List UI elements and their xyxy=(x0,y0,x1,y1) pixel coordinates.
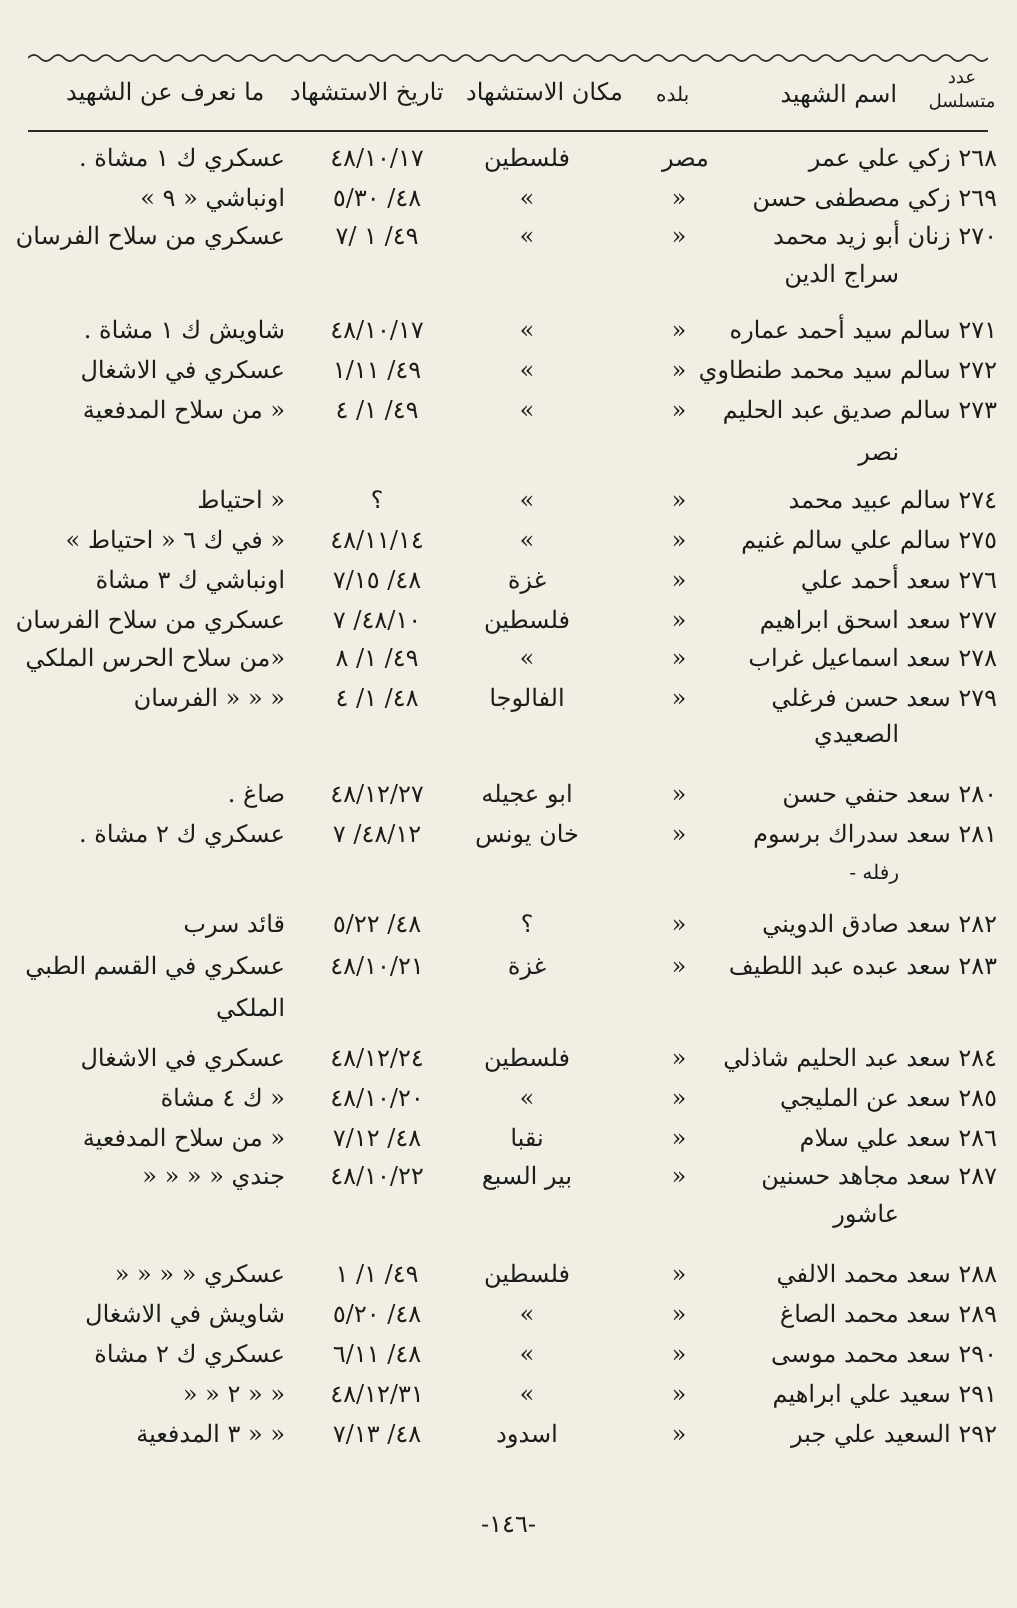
row-martyr-name: ٢٧١ سالم سيد أحمد عماره xyxy=(729,316,997,344)
row-place: ابو عجيله xyxy=(481,780,573,808)
row-place: » xyxy=(519,184,535,212)
row-place: » xyxy=(519,1340,535,1368)
row-martyr-name: ٢٨١ سعد سدراك برسوم xyxy=(753,820,997,848)
row-date: ٤٨/ ٦/١١ xyxy=(332,1340,422,1368)
table-row xyxy=(0,638,1017,678)
row-place: » xyxy=(519,486,535,514)
table-row xyxy=(0,560,1017,600)
row-date: ٤٨/ ٥/٣٠ xyxy=(332,184,422,212)
row-martyr-name: ٢٦٨ زكي علي عمر xyxy=(808,144,997,172)
table-row xyxy=(0,138,1017,178)
row-country: » xyxy=(671,1340,687,1368)
row-martyr-name: ٢٧٤ سالم عبيد محمد xyxy=(788,486,997,514)
row-martyr-name: ٢٨٧ سعد مجاهد حسنين xyxy=(761,1162,997,1190)
table-row xyxy=(0,520,1017,560)
wavy-top-rule xyxy=(28,52,988,64)
row-info: « في ك ٦ « احتياط » xyxy=(65,526,285,554)
row-place: ؟ xyxy=(520,910,534,938)
row-country: » xyxy=(671,1044,687,1072)
row-martyr-name: ٢٩٢ السعيد علي جبر xyxy=(791,1420,997,1448)
row-info: « « ٢ « « xyxy=(182,1380,285,1408)
row-country: » xyxy=(671,1380,687,1408)
row-info: « من سلاح المدفعية xyxy=(82,1124,285,1152)
table-row xyxy=(0,310,1017,350)
row-place: » xyxy=(519,1380,535,1408)
row-date: ٤٩/ ١ /٧ xyxy=(335,222,419,250)
row-date: ٤٩/ ١/ ٨ xyxy=(335,644,419,672)
row-country: » xyxy=(671,316,687,344)
row-date: ٤٩/ ١/١١ xyxy=(332,356,422,384)
row-info: « « ٣ المدفعية xyxy=(136,1420,285,1448)
row-info: « ك ٤ مشاة xyxy=(160,1084,285,1112)
table-row xyxy=(0,1118,1017,1158)
row-country: » xyxy=(671,1124,687,1152)
row-country: » xyxy=(671,356,687,384)
row-date: ٤٩/ ١/ ١ xyxy=(335,1260,419,1288)
row-info: شاويش في الاشغال xyxy=(85,1300,285,1328)
table-row xyxy=(0,1334,1017,1374)
row-place: » xyxy=(519,356,535,384)
row-info: عسكري في الاشغال xyxy=(80,356,285,384)
row-martyr-name: ٢٨٤ سعد عبد الحليم شاذلي xyxy=(723,1044,997,1072)
table-row xyxy=(0,178,1017,218)
row-martyr-name: ٢٧٦ سعد أحمد علي xyxy=(800,566,997,594)
row-date: ٤٨/١٠/٢١ xyxy=(330,952,424,980)
header-country: بلده xyxy=(656,82,690,106)
row-date: ٤٨/١٠/١٧ xyxy=(330,316,424,344)
row-country: » xyxy=(671,1420,687,1448)
row-place: نقبا xyxy=(510,1124,544,1152)
row-country: » xyxy=(671,952,687,980)
header-serial-line2: متسلسل xyxy=(928,91,996,112)
row-date: ٤٩/ ١/ ٤ xyxy=(335,396,419,424)
table-row xyxy=(0,480,1017,520)
row-date: ٤٨/١٢/٢٤ xyxy=(330,1044,424,1072)
row-place: غزة xyxy=(507,566,547,594)
row-country: » xyxy=(671,644,687,672)
header-rule xyxy=(28,130,988,132)
row-date: ٤٨/١٠/٢٠ xyxy=(330,1084,424,1112)
table-row xyxy=(0,1038,1017,1078)
row-info: « احتياط xyxy=(197,486,285,514)
row-place: فلسطين xyxy=(483,1260,571,1288)
row-info: جندي « « « « xyxy=(142,1162,285,1190)
row-info: عسكري ك ١ مشاة . xyxy=(79,144,285,172)
row-info: عسكري في الاشغال xyxy=(80,1044,285,1072)
row-country: » xyxy=(671,566,687,594)
row-info: «من سلاح الحرس الملكي xyxy=(25,644,285,672)
table-row xyxy=(0,678,1017,718)
table-row xyxy=(0,946,1017,986)
row-martyr-name: ٢٩١ سعيد علي ابراهيم xyxy=(772,1380,997,1408)
table-row xyxy=(0,216,1017,256)
row-info: عسكري من سلاح الفرسان xyxy=(15,222,285,250)
table-row xyxy=(0,350,1017,390)
row-country: » xyxy=(671,184,687,212)
row-martyr-name: ٢٨٢ سعد صادق الدويني xyxy=(762,910,997,938)
row-country: » xyxy=(671,526,687,554)
table-row xyxy=(0,774,1017,814)
row-place: » xyxy=(519,526,535,554)
row-country: » xyxy=(671,1260,687,1288)
row-country: مصر xyxy=(662,144,709,172)
row-martyr-name: ٢٨٠ سعد حنفي حسن xyxy=(782,780,997,808)
row-martyr-name: ٢٧٧ سعد اسحق ابراهيم xyxy=(759,606,997,634)
row-info: عسكري في القسم الطبي xyxy=(25,952,285,980)
row-martyr-name: ٢٧٠ زنان أبو زيد محمد xyxy=(773,222,997,250)
row-place: » xyxy=(519,644,535,672)
row-place: اسدود xyxy=(496,1420,558,1448)
table-row xyxy=(0,1156,1017,1196)
header-info: ما نعرف عن الشهيد xyxy=(66,78,265,106)
row-place: فلسطين xyxy=(483,606,571,634)
row-place: » xyxy=(519,1300,535,1328)
row-date: ٤٨/ ١/ ٤ xyxy=(335,684,419,712)
row-info: « « « الفرسان xyxy=(133,684,285,712)
row-info: عسكري « « « « xyxy=(114,1260,285,1288)
row-date: ٤٨/١٢/٢٧ xyxy=(330,780,424,808)
row-place: غزة xyxy=(507,952,547,980)
table-row xyxy=(0,1414,1017,1454)
row-country: » xyxy=(671,396,687,424)
row-country: » xyxy=(671,910,687,938)
table-row xyxy=(0,814,1017,854)
header-martyr-name: اسم الشهيد xyxy=(780,80,897,108)
row-date: ٤٨/١٠/١٧ xyxy=(330,144,424,172)
row-place: » xyxy=(519,1084,535,1112)
row-date: ٤٨/ ٥/٢٢ xyxy=(332,910,422,938)
row-martyr-name: ٢٩٠ سعد محمد موسى xyxy=(770,1340,997,1368)
row-martyr-name: ٢٨٣ سعد عبده عبد اللطيف xyxy=(728,952,997,980)
header-serial-line1: عدد xyxy=(947,67,977,88)
row-martyr-name: ٢٦٩ زكي مصطفى حسن xyxy=(752,184,997,212)
header-date: تاريخ الاستشهاد xyxy=(290,78,444,106)
row-martyr-name: ٢٧٩ سعد حسن فرغلي xyxy=(771,684,997,712)
continuation-name-287: عاشور xyxy=(833,1200,899,1228)
page-number: -١٤٦- xyxy=(481,1510,536,1538)
row-country: » xyxy=(671,780,687,808)
row-country: » xyxy=(671,684,687,712)
header-place: مكان الاستشهاد xyxy=(466,78,623,106)
row-info: شاويش ك ١ مشاة . xyxy=(83,316,285,344)
row-martyr-name: ٢٧٨ سعد اسماعيل غراب xyxy=(748,644,997,672)
row-info: اونباشي ك ٣ مشاة xyxy=(95,566,285,594)
row-place: الفالوجا xyxy=(489,684,565,712)
header-serial-number xyxy=(927,66,997,114)
table-row xyxy=(0,1078,1017,1118)
continuation-info-283: الملكي xyxy=(215,994,285,1022)
row-date: ٤٨/١٢/٣١ xyxy=(330,1380,424,1408)
table-row xyxy=(0,390,1017,430)
row-date: ٤٨/ ٧/١٢ xyxy=(332,1124,422,1152)
row-date: ٤٨/ ٧/١٣ xyxy=(332,1420,422,1448)
row-date: ؟ xyxy=(370,486,384,514)
continuation-name-270: سراج الدين xyxy=(784,260,899,288)
row-country: » xyxy=(671,1084,687,1112)
table-row xyxy=(0,904,1017,944)
row-place: » xyxy=(519,316,535,344)
row-country: » xyxy=(671,222,687,250)
row-place: » xyxy=(519,396,535,424)
row-date: ٤٨/ ٥/٢٠ xyxy=(332,1300,422,1328)
continuation-name-279: الصعيدي xyxy=(814,720,899,748)
table-header xyxy=(0,64,1017,130)
row-date: ٤٨/١١/١٤ xyxy=(330,526,424,554)
row-date: ٤٨/١٠/٢٢ xyxy=(330,1162,424,1190)
row-place: فلسطين xyxy=(483,144,571,172)
row-country: » xyxy=(671,606,687,634)
row-martyr-name: ٢٨٩ سعد محمد الصاغ xyxy=(779,1300,997,1328)
row-date: ٤٨/ ٧/١٥ xyxy=(332,566,422,594)
row-info: عسكري من سلاح الفرسان xyxy=(15,606,285,634)
row-info: صاغ . xyxy=(227,780,285,808)
row-place: بير السبع xyxy=(481,1162,573,1190)
row-country: » xyxy=(671,1162,687,1190)
row-info: « من سلاح المدفعية xyxy=(82,396,285,424)
row-country: » xyxy=(671,1300,687,1328)
row-info: اونباشي « ٩ » xyxy=(140,184,285,212)
table-row xyxy=(0,1294,1017,1334)
row-date: ٤٨/١٢/ ٧ xyxy=(332,820,422,848)
row-date: ٤٨/١٠/ ٧ xyxy=(332,606,422,634)
table-row xyxy=(0,1374,1017,1414)
row-country: » xyxy=(671,820,687,848)
row-martyr-name: ٢٧٣ سالم صديق عبد الحليم xyxy=(722,396,997,424)
row-martyr-name: ٢٨٨ سعد محمد الالفي xyxy=(776,1260,997,1288)
table-row xyxy=(0,600,1017,640)
row-martyr-name: ٢٨٦ سعد علي سلام xyxy=(799,1124,997,1152)
row-martyr-name: ٢٨٥ سعد عن المليجي xyxy=(780,1084,997,1112)
row-place: خان يونس xyxy=(475,820,579,848)
continuation-name-273: نصر xyxy=(858,438,899,466)
row-place: » xyxy=(519,222,535,250)
row-martyr-name: ٢٧٢ سالم سيد محمد طنطاوي xyxy=(698,356,997,384)
row-info: قائد سرب xyxy=(183,910,285,938)
row-martyr-name: ٢٧٥ سالم علي سالم غنيم xyxy=(741,526,997,554)
continuation-name-281: رفله - xyxy=(849,860,899,884)
row-country: » xyxy=(671,486,687,514)
table-row xyxy=(0,1254,1017,1294)
row-place: فلسطين xyxy=(483,1044,571,1072)
row-info: عسكري ك ٢ مشاة xyxy=(94,1340,285,1368)
row-info: عسكري ك ٢ مشاة . xyxy=(79,820,285,848)
